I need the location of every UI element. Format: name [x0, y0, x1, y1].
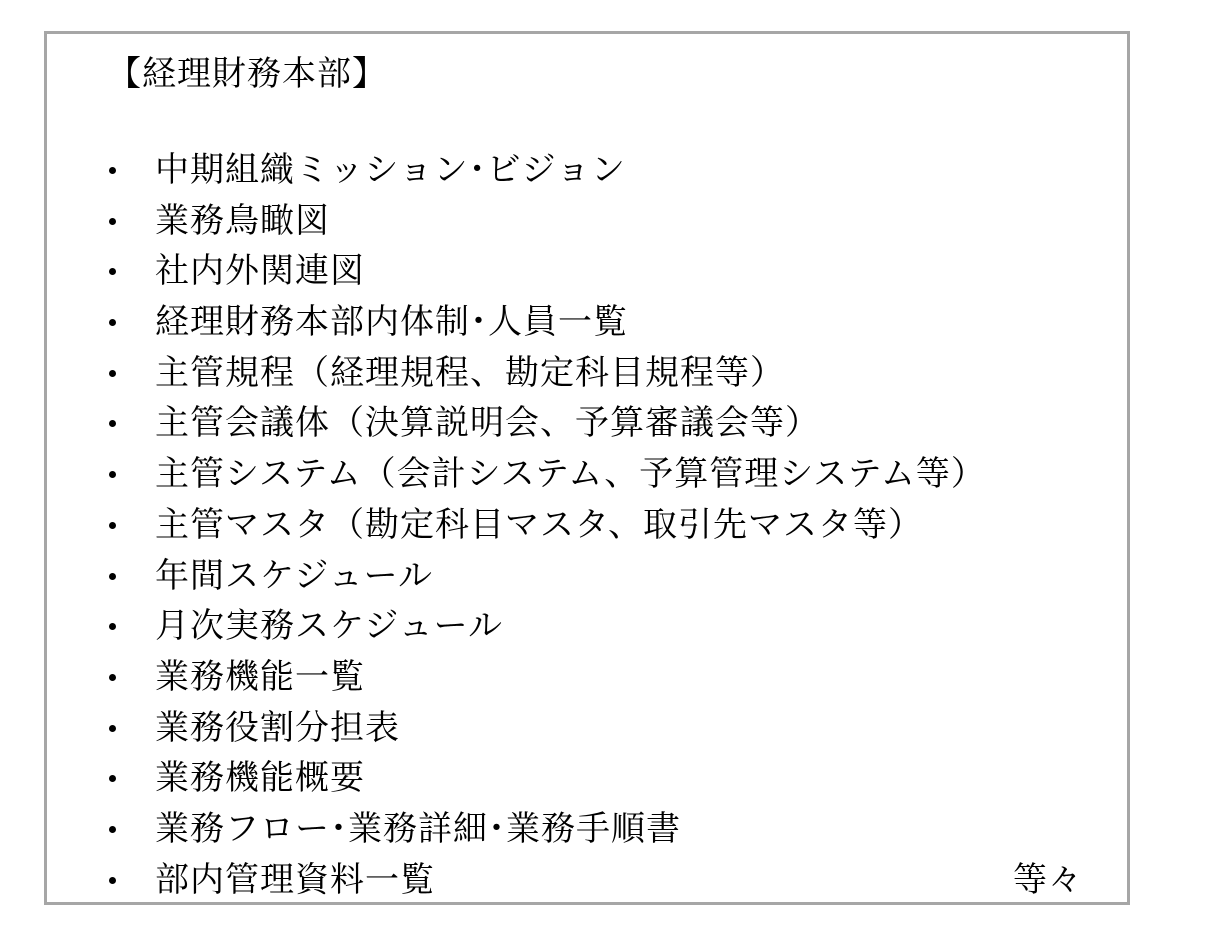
bullet-icon	[109, 522, 116, 529]
list-item-text: 業務機能一覧	[155, 656, 365, 697]
list-item	[47, 145, 1127, 196]
list-item	[47, 804, 1127, 855]
bullet-icon	[109, 268, 116, 275]
list-item-text: 中期組織ミッション･ビジョン	[155, 150, 626, 190]
list-item	[47, 297, 1127, 348]
list-item	[47, 449, 1127, 500]
list-item	[47, 652, 1127, 703]
item-list	[47, 145, 1127, 905]
list-item	[47, 703, 1127, 754]
section-heading: 【経理財務本部】	[107, 54, 387, 94]
list-item	[47, 348, 1127, 399]
list-item-text: 業務フロー･業務詳細･業務手順書	[155, 808, 681, 849]
bullet-icon	[109, 623, 116, 630]
list-item-text: 年間スケジュール	[155, 555, 433, 596]
list-item-text: 主管会議体（決算説明会、予算審議会等）	[155, 403, 820, 444]
bullet-icon	[109, 877, 116, 884]
bullet-icon	[109, 471, 116, 478]
list-item	[47, 196, 1127, 247]
list-item	[47, 855, 1127, 906]
list-item-text: 部内管理資料一覧	[155, 859, 435, 900]
bullet-icon	[109, 674, 116, 681]
document-box	[44, 31, 1130, 905]
list-item	[47, 601, 1127, 652]
list-item	[47, 753, 1127, 804]
list-item-text: 主管システム（会計システム、予算管理システム等）	[155, 454, 986, 495]
bullet-icon	[109, 725, 116, 732]
etc-note: 等々	[1013, 859, 1083, 900]
bullet-icon	[109, 573, 116, 580]
list-item-text: 経理財務本部内体制･人員一覧	[155, 302, 628, 343]
list-item	[47, 500, 1127, 551]
list-item	[47, 551, 1127, 602]
list-item	[47, 246, 1127, 297]
bullet-icon	[109, 420, 116, 427]
list-item-text: 主管マスタ（勘定科目マスタ、取引先マスタ等）	[155, 504, 923, 545]
list-item-text: 業務機能概要	[155, 758, 365, 799]
list-item-text: 業務役割分担表	[155, 707, 400, 748]
list-item-text: 月次実務スケジュール	[155, 606, 503, 647]
bullet-icon	[109, 218, 116, 225]
bullet-icon	[109, 167, 116, 174]
bullet-icon	[109, 319, 116, 326]
list-item	[47, 398, 1127, 449]
bullet-icon	[109, 775, 116, 782]
bullet-icon	[109, 370, 116, 377]
list-item-text: 業務鳥瞰図	[155, 200, 330, 241]
list-item-text: 主管規程（経理規程、勘定科目規程等）	[155, 352, 785, 393]
bullet-icon	[109, 826, 116, 833]
list-item-text: 社内外関連図	[155, 251, 365, 292]
